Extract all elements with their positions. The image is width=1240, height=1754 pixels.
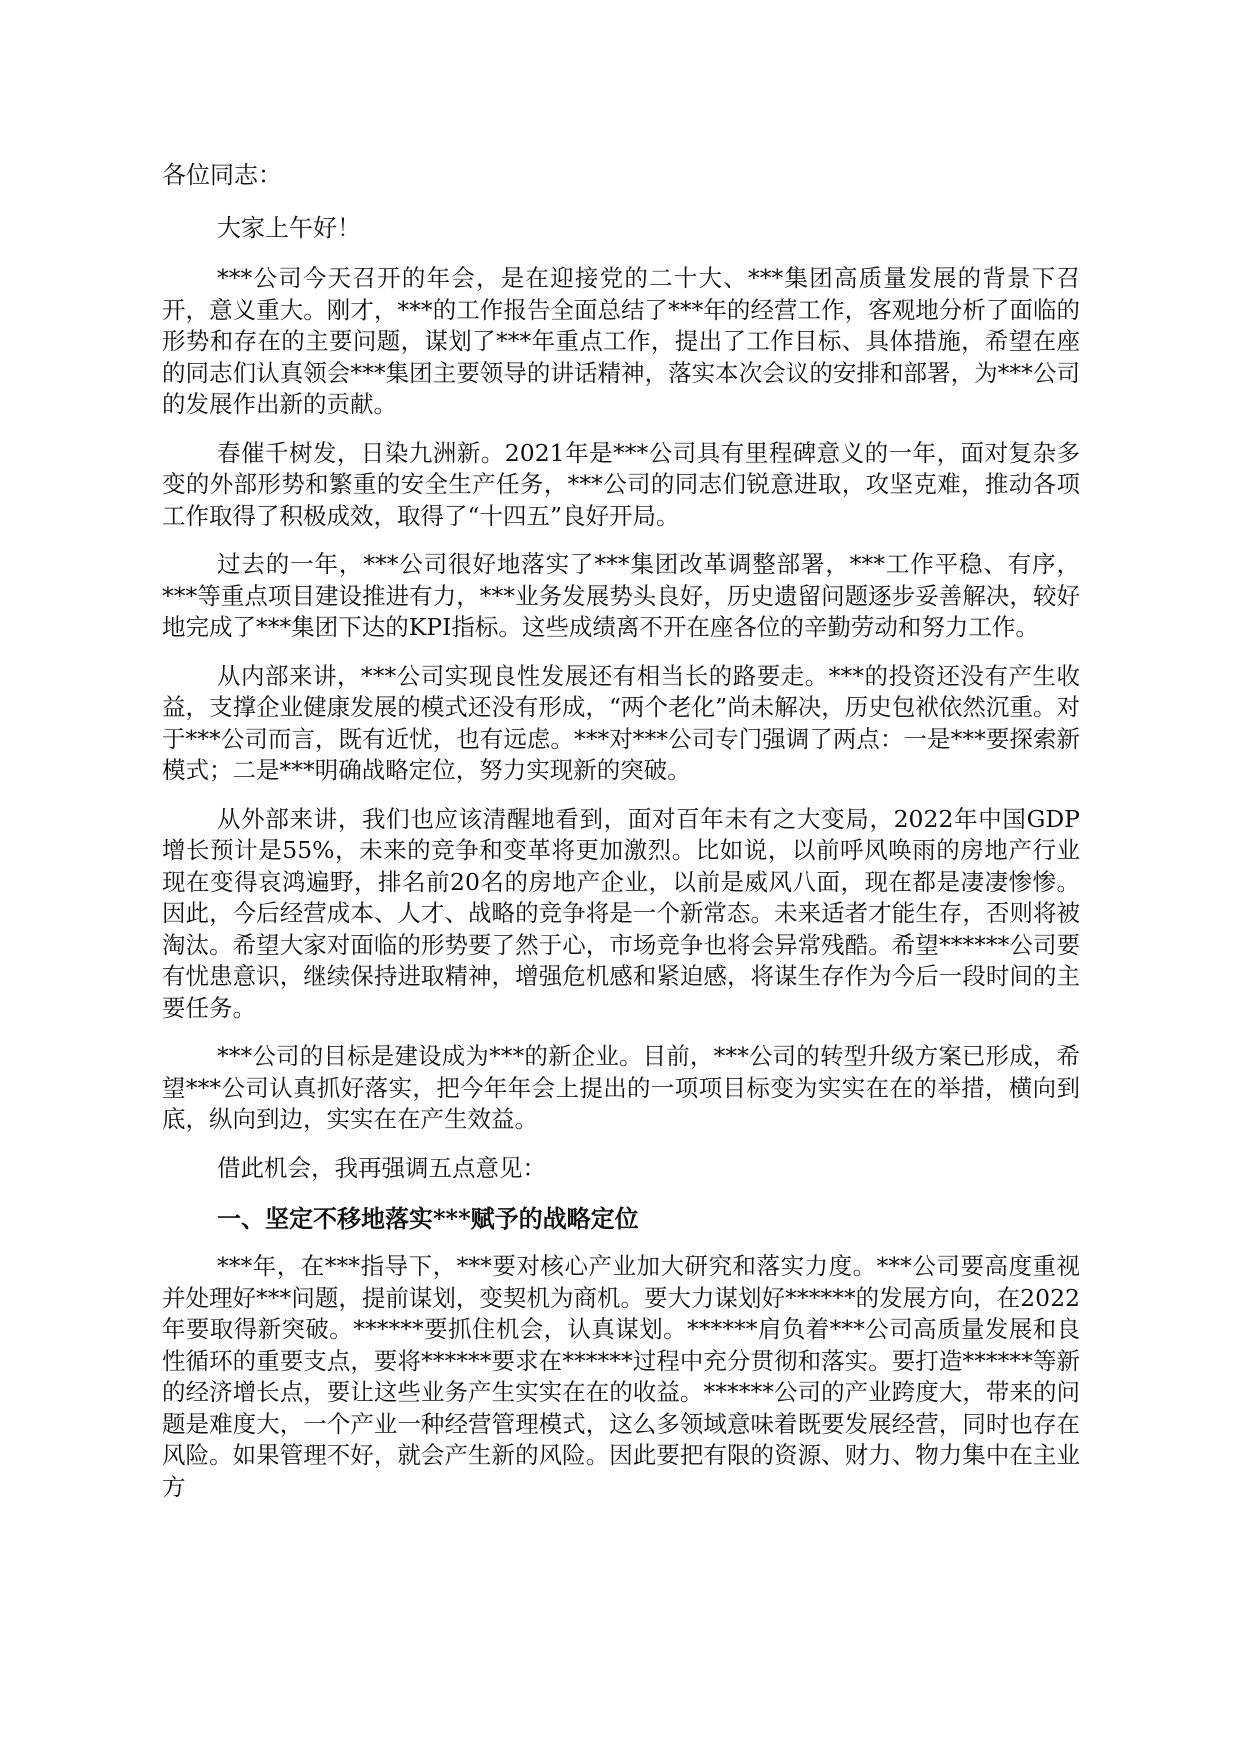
paragraph-opening: ***公司今天召开的年会，是在迎接党的二十大、***集团高质量发展的背景下召开，意义重大。刚才，***的工作报告全面总结了***年的经营工作，客观地分析了面临的形势和存在的主要问题，谋划了***年重点工作，提出了工作目标、具体措施，希望在座的同志们认真领会***集团主要领导的讲话精神，落实本次会议的安排和部署，为***公司的发展作出新的贡献。 [162, 264, 1080, 418]
paragraph-external: 从外部来讲，我们也应该清醒地看到，面对百年未有之大变局，2022年中国GDP增长预计是55%，未来的竞争和变革将更加激烈。比如说，以前呼风唤雨的房地产行业现在变得哀鸿遍野，排名前20名的房地产企业，以前是威风八面，现在都是凄凄惨惨。因此，今后经营成本、人才、战略的竞争将是一个新常态。未来适者才能生存，否则将被淘汰。希望大家对面临的形势要了然于心，市场竞争也将会异常残酷。希望******公司要有忧患意识，继续保持进取精神，增强危机感和紧迫感，将谋生存作为今后一段时间的主要任务。 [162, 804, 1080, 1022]
paragraph-five-points: 借此机会，我再强调五点意见： [217, 1153, 546, 1182]
paragraph-2021-review: 春催千树发，日染九洲新。2021年是***公司具有里程碑意义的一年，面对复杂多变的外部形势和繁重的安全生产任务，***公司的同志们锐意进取，攻坚克难，推动各项工作取得了积极成效，取得了“十四五”良好开局。 [162, 438, 1080, 530]
document-body [162, 158, 1080, 1520]
section-heading-1: 一、坚定不移地落实***赋予的战略定位 [217, 1204, 639, 1233]
greeting: 大家上午好！ [217, 214, 361, 242]
paragraph-goal: ***公司的目标是建设成为***的新企业。目前，***公司的转型升级方案已形成，希望***公司认真抓好落实，把今年年会上提出的一项项目标变为实实在在的举措，横向到底，纵向到边，实实在在产生效益。 [162, 1042, 1080, 1133]
paragraph-section-1: ***年，在***指导下，***要对核心产业加大研究和落实力度。***公司要高度重视并处理好***问题，提前谋划，变契机为商机。要大力谋划好******的发展方向，在2022年要取得新突破。******要抓住机会，认真谋划。******肩负着***公司高质量发展和良性循环的重要支点，要将******要求在******过程中充分贯彻和落实。要打造******等新的经济增长点，要让这些业务产生实实在在的收益。******公司的产业跨度大，带来的问题是难度大，一个产业一种经营管理模式，这么多领域意味着既要发展经营，同时也存在风险。如果管理不好，就会产生新的风险。因此要把有限的资源、财力、物力集中在主业方 [162, 1252, 1080, 1501]
salutation: 各位同志： [162, 161, 282, 189]
paragraph-past-year: 过去的一年，***公司很好地落实了***集团改革调整部署，***工作平稳、有序，***等重点项目建设推进有力，***业务发展势头良好，历史遗留问题逐步妥善解决，较好地完成了***集团下达的KPI指标。这些成绩离不开在座各位的辛勤劳动和努力工作。 [162, 550, 1080, 641]
paragraph-internal: 从内部来讲，***公司实现良性发展还有相当长的路要走。***的投资还没有产生收益，支撑企业健康发展的模式还没有形成，“两个老化”尚未解决，历史包袱依然沉重。对于***公司而言，既有近忧，也有远虑。***对***公司专门强调了两点：一是***要探索新模式；二是***明确战略定位，努力实现新的突破。 [162, 661, 1080, 784]
